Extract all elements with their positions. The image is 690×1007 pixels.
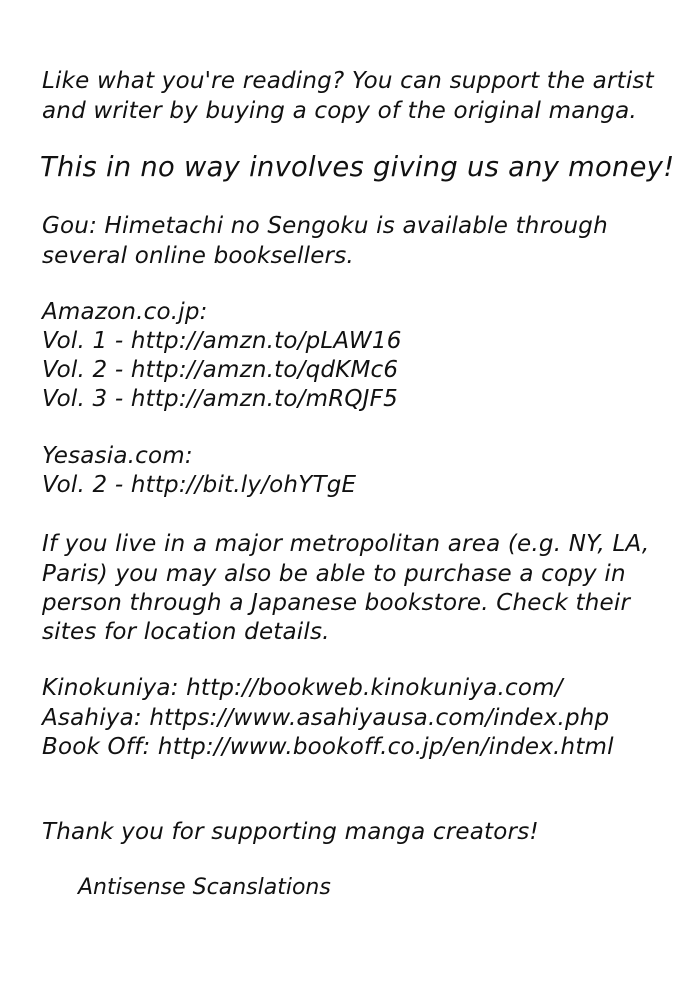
store-kinokuniya: Kinokuniya: http://bookweb.kinokuniya.com/ <box>42 675 563 701</box>
yesasia-vol-2-link: Vol. 2 - http://bit.ly/ohYTgE <box>42 472 357 498</box>
store-asahiya: Asahiya: https://www.asahiyausa.com/index.php <box>42 705 610 731</box>
amazon-vol-3-link: Vol. 3 - http://amzn.to/mRQJF5 <box>42 386 398 412</box>
metro-line-4: sites for location details. <box>42 619 330 645</box>
store-book-off: Book Off: http://www.bookoff.co.jp/en/index.html <box>42 734 614 760</box>
amazon-heading: Amazon.co.jp: <box>42 299 208 325</box>
amazon-vol-2-link: Vol. 2 - http://amzn.to/qdKMc6 <box>42 357 399 383</box>
amazon-vol-1-link: Vol. 1 - http://amzn.to/pLAW16 <box>42 328 402 354</box>
metro-line-1: If you live in a major metropolitan area (e.g. NY, LA, <box>42 531 650 557</box>
availability-line-2: several online booksellers. <box>42 243 354 269</box>
intro-line-2: and writer by buying a copy of the original manga. <box>42 98 637 124</box>
availability-line-1: Gou: Himetachi no Sengoku is available through <box>42 213 608 239</box>
metro-line-3: person through a Japanese bookstore. Check their <box>42 590 631 616</box>
yesasia-heading: Yesasia.com: <box>42 443 193 469</box>
group-signature: Antisense Scanslations <box>78 875 331 900</box>
metro-line-2: Paris) you may also be able to purchase a copy in <box>42 561 626 587</box>
intro-line-1: Like what you're reading? You can support the artist <box>42 68 654 94</box>
headline: This in no way involves giving us any money! <box>40 152 675 183</box>
thanks-line: Thank you for supporting manga creators! <box>42 819 539 845</box>
